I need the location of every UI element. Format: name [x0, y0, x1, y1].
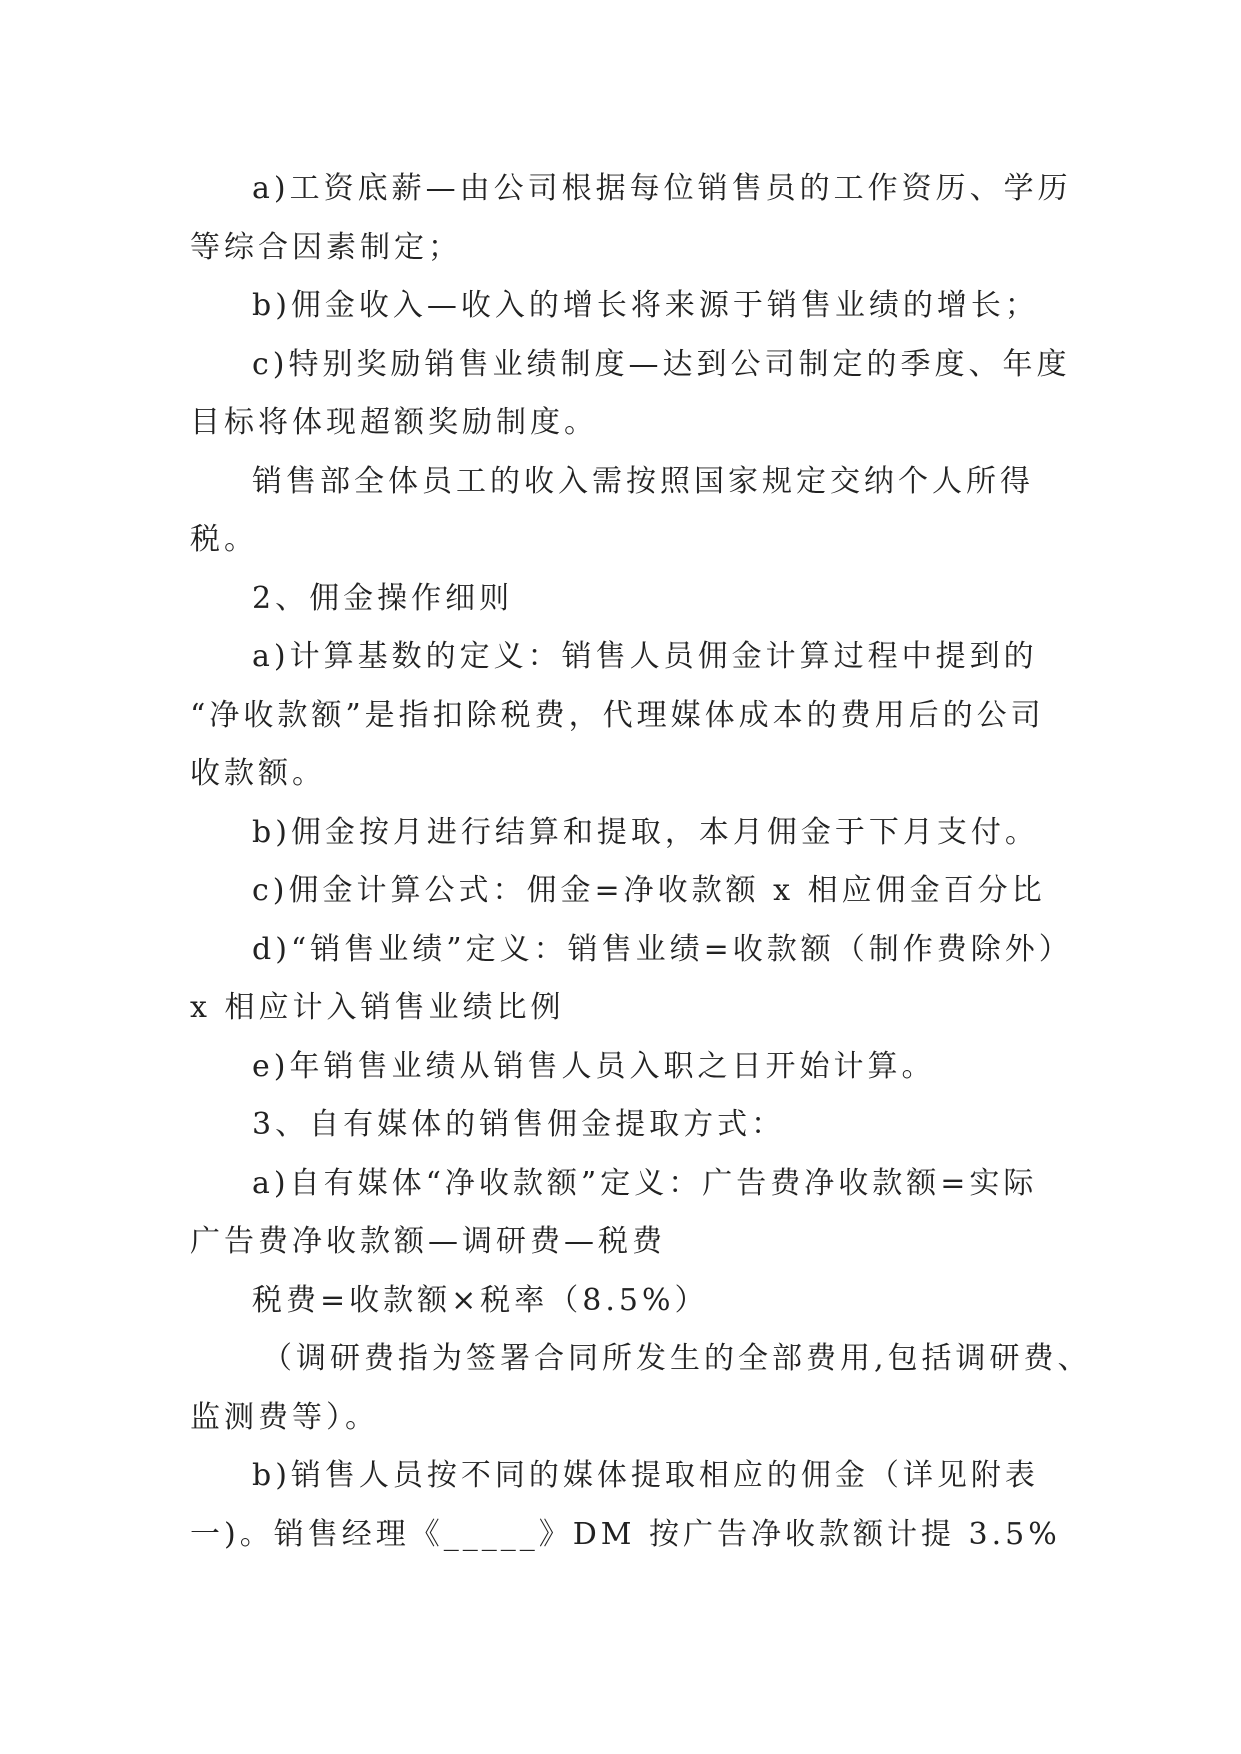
section-heading: 3、自有媒体的销售佣金提取方式：: [252, 1107, 786, 1142]
text-line: 税。: [190, 522, 258, 557]
text-line: b)佣金按月进行结算和提取，本月佣金于下月支付。: [252, 814, 1039, 850]
text-line: 监测费等）。: [190, 1399, 379, 1435]
section-heading: 2、佣金操作细则: [252, 580, 514, 616]
text-line: 税费=收款额×税率（8.5%）: [252, 1282, 709, 1318]
text-line: 一)。销售经理《_____》DM 按广告净收款额计提 3.5%: [190, 1516, 1061, 1552]
text-line: 广告费净收款额—调研费—税费: [190, 1224, 666, 1259]
text-line: d)“销售业绩”定义：销售业绩=收款额（制作费除外）: [252, 931, 1073, 967]
text-line: c)佣金计算公式：佣金=净收款额 x 相应佣金百分比: [252, 873, 1046, 908]
text-line: （调研费指为签署合同所发生的全部费用,包括调研费、: [262, 1341, 1092, 1376]
text-line: c)特别奖励销售业绩制度—达到公司制定的季度、年度: [252, 346, 1071, 382]
text-line: a)计算基数的定义：销售人员佣金计算过程中提到的: [252, 639, 1038, 674]
text-line: 目标将体现超额奖励制度。: [190, 405, 598, 440]
text-line: x 相应计入销售业绩比例: [190, 990, 565, 1025]
text-line: 销售部全体员工的收入需按照国家规定交纳个人所得: [252, 463, 1034, 499]
text-line: 等综合因素制定；: [190, 229, 462, 265]
text-line: “净收款额”是指扣除税费，代理媒体成本的费用后的公司: [190, 697, 1045, 733]
text-line: b)佣金收入—收入的增长将来源于销售业绩的增长；: [252, 288, 1039, 323]
text-line: a)工资底薪—由公司根据每位销售员的工作资历、学历: [252, 171, 1072, 206]
document-body: [190, 160, 1092, 1564]
text-line: a)自有媒体“净收款额”定义：广告费净收款额=实际: [252, 1165, 1038, 1201]
text-line: e)年销售业绩从销售人员入职之日开始计算。: [252, 1048, 936, 1084]
text-line: b)销售人员按不同的媒体提取相应的佣金（详见附表: [252, 1458, 1039, 1493]
text-line: 收款额。: [190, 756, 326, 791]
